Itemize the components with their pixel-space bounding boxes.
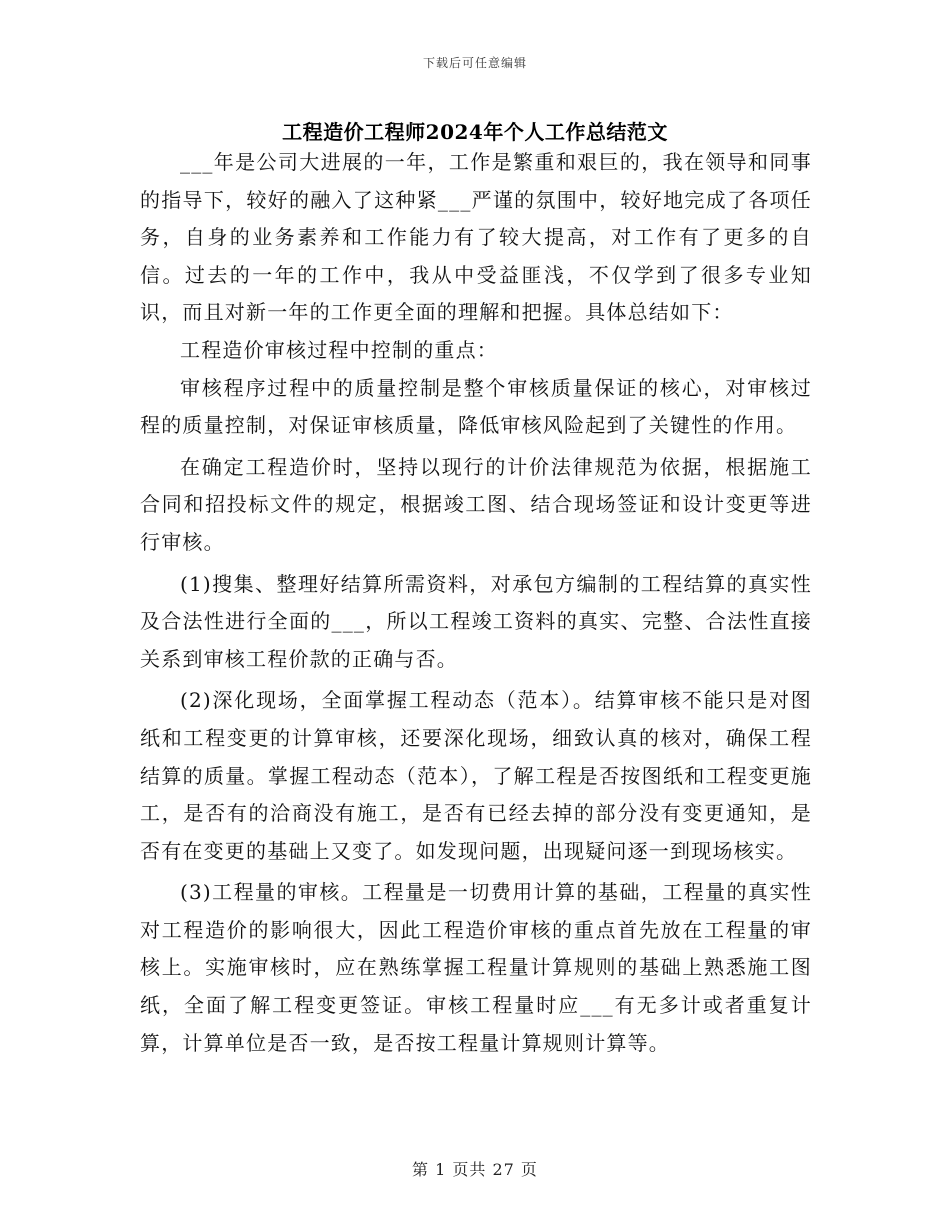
document-title: 工程造价工程师2024年个人工作总结范文 (282, 120, 668, 144)
paragraph-item-3: (3)工程量的审核。工程量是一切费用计算的基础，工程量的真实性对工程造价的影响很大，因此工程造价审核的重点首先放在工程量的审核上。实施审核时，应在熟练掌握工程量计算规则的基础上熟悉施工图纸，全面了解工程变更签证。审核工程量时应___有无多计或者重复计算，计算单位是否一致，是否按工程量计算规则计算等。 (140, 880, 812, 1055)
paragraph-quality-control: 审核程序过程中的质量控制是整个审核质量保证的核心，对审核过程的质量控制，对保证审核质量，降低审核风险起到了关键性的作用。 (140, 375, 812, 438)
paragraph-intro: ___年是公司大进展的一年，工作是繁重和艰巨的，我在领导和同事的指导下，较好的融入了这种紧___严谨的氛围中，较好地完成了各项任务，自身的业务素养和工作能力有了较大提高，对工作有了更多的自信。过去的一年的工作中，我从中受益匪浅，不仅学到了很多专业知识，而且对新一年的工作更全面的理解和把握。具体总结如下： (140, 150, 812, 325)
paragraph-item-1: (1)搜集、整理好结算所需资料，对承包方编制的工程结算的真实性及合法性进行全面的___，所以工程竣工资料的真实、完整、合法性直接关系到审核工程价款的正确与否。 (140, 571, 812, 671)
paragraph-item-2: (2)深化现场，全面掌握工程动态（范本）。结算审核不能只是对图纸和工程变更的计算审核，还要深化现场，细致认真的核对，确保工程结算的质量。掌握工程动态（范本），了解工程是否按图纸和工程变更施工，是否有的洽商没有施工，是否有已经去掉的部分没有变更通知，是否有在变更的基础上又变了。如发现问题，出现疑问逐一到现场核实。 (140, 688, 812, 863)
paragraph-section-heading: 工程造价审核过程中控制的重点： (180, 337, 498, 362)
paragraph-pricing-basis: 在确定工程造价时，坚持以现行的计价法律规范为依据，根据施工合同和招投标文件的规定，根据竣工图、结合现场签证和设计变更等进行审核。 (140, 454, 812, 554)
page-number: 第 1 页共 27 页 (412, 1160, 538, 1179)
header-note: 下载后可任意编辑 (422, 56, 527, 70)
document-body (140, 144, 812, 1062)
